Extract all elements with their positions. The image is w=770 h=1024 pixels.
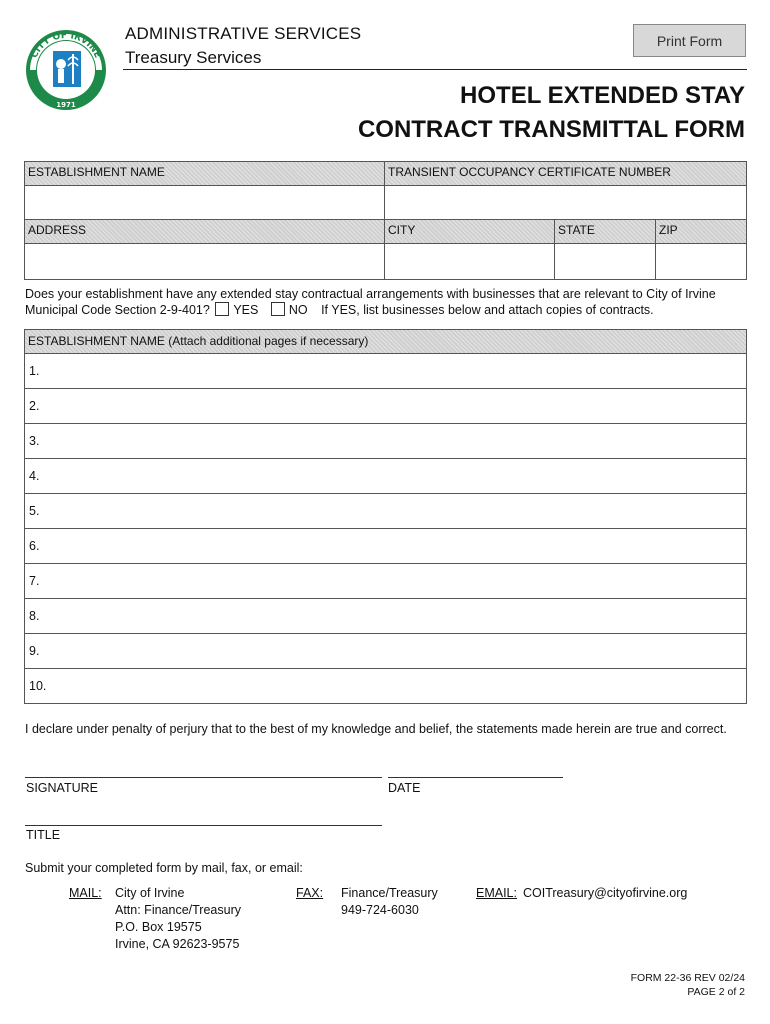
signature-line[interactable]: [25, 777, 382, 778]
submit-instructions: Submit your completed form by mail, fax, or email:: [25, 861, 303, 875]
toc-number-label: TRANSIENT OCCUPANCY CERTIFICATE NUMBER: [388, 165, 671, 179]
city-field[interactable]: [385, 244, 554, 279]
page-number: PAGE 2 of 2: [687, 986, 745, 998]
business-list-header-label: ESTABLISHMENT NAME (Attach additional pages if necessary): [28, 334, 369, 348]
city-seal-logo: [22, 18, 110, 114]
business-list-row[interactable]: [24, 634, 747, 669]
question-code-section: Municipal Code Section 2-9-401?: [25, 303, 210, 317]
mail-line: City of Irvine: [115, 886, 185, 900]
form-number: FORM 22-36 REV 02/24: [630, 972, 745, 984]
business-list-row[interactable]: [24, 494, 747, 529]
yes-checkbox[interactable]: [215, 302, 229, 316]
mail-line: P.O. Box 19575: [115, 920, 202, 934]
state-label: STATE: [558, 223, 595, 237]
fax-label: FAX:: [296, 886, 324, 900]
state-field[interactable]: [555, 244, 655, 279]
row-number: 1.: [29, 364, 40, 378]
row-number: 4.: [29, 469, 40, 483]
row-number: 2.: [29, 399, 40, 413]
seal-year: 1971: [56, 101, 76, 109]
toc-number-field[interactable]: [385, 186, 746, 219]
signature-label: SIGNATURE: [26, 781, 98, 795]
print-form-button[interactable]: Print Form: [633, 24, 746, 57]
fax-line: Finance/Treasury: [341, 886, 438, 900]
mail-line: Irvine, CA 92623-9575: [115, 937, 240, 951]
form-footer: [631, 971, 745, 999]
mail-label: MAIL:: [69, 886, 102, 900]
form-title-line-2: CONTRACT TRANSMITTAL FORM: [357, 116, 745, 143]
business-list-row[interactable]: [24, 669, 747, 704]
business-list-row[interactable]: [24, 529, 747, 564]
address-field[interactable]: [25, 244, 384, 279]
no-label: NO: [288, 303, 308, 317]
title-line[interactable]: [25, 825, 382, 826]
row-number: 6.: [29, 539, 40, 553]
business-list-header: [24, 329, 747, 354]
question-line-2: [25, 302, 747, 318]
zip-field[interactable]: [656, 244, 746, 279]
fax-info: [341, 885, 438, 919]
row-number: 7.: [29, 574, 40, 588]
form-title-line-1: HOTEL EXTENDED STAY: [460, 82, 745, 109]
business-list-row[interactable]: [24, 389, 747, 424]
city-label: CITY: [388, 223, 416, 237]
mail-address: [115, 885, 241, 953]
yes-label: YES: [233, 303, 259, 317]
row-number: 3.: [29, 434, 40, 448]
zip-label: ZIP: [659, 223, 678, 237]
address-label: ADDRESS: [28, 223, 87, 237]
date-label: DATE: [388, 781, 421, 795]
title-label: TITLE: [26, 828, 61, 842]
header-divider: [123, 69, 747, 70]
perjury-declaration: I declare under penalty of perjury that to the best of my knowledge and belief, the statements made herein are true and correct.: [25, 722, 727, 736]
no-checkbox[interactable]: [271, 302, 285, 316]
business-list-row[interactable]: [24, 599, 747, 634]
establishment-name-label: ESTABLISHMENT NAME: [28, 165, 165, 179]
row-number: 9.: [29, 644, 40, 658]
business-list-row[interactable]: [24, 354, 747, 389]
business-list-row[interactable]: [24, 459, 747, 494]
email-address[interactable]: COITreasury@cityofirvine.org: [523, 886, 688, 900]
row-number: 5.: [29, 504, 40, 518]
business-list-row[interactable]: [24, 564, 747, 599]
email-label: EMAIL:: [476, 886, 517, 900]
question-instruction: If YES, list businesses below and attach copies of contracts.: [321, 303, 654, 317]
date-line[interactable]: [388, 777, 563, 778]
division-name: Treasury Services: [125, 48, 262, 67]
seal-top-text: CITY OF IRVINE: [29, 30, 103, 60]
row-number: 10.: [29, 679, 47, 693]
question-line-1: Does your establishment have any extended stay contractual arrangements with businesses that are relevant to City of Irvine: [25, 287, 716, 301]
extended-stay-question: [25, 286, 747, 318]
establishment-name-field[interactable]: [25, 186, 384, 219]
mail-line: Attn: Finance/Treasury: [115, 903, 241, 917]
department-name: ADMINISTRATIVE SERVICES: [125, 24, 362, 43]
row-number: 8.: [29, 609, 40, 623]
fax-line: 949-724-6030: [341, 903, 419, 917]
business-list-row[interactable]: [24, 424, 747, 459]
